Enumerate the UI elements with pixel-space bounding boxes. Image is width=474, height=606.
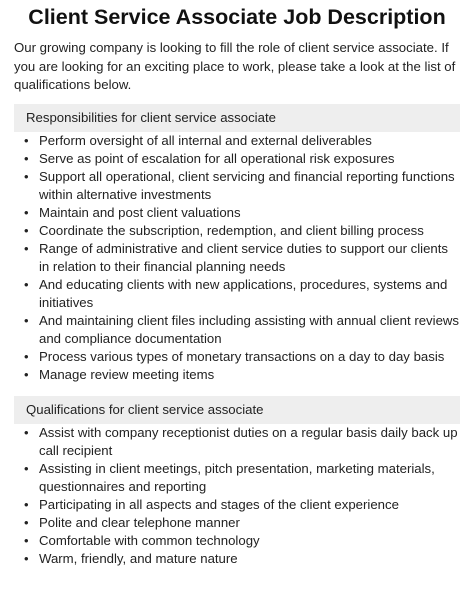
list-item: • Participating in all aspects and stages of the client experience: [24, 496, 399, 512]
list-item: • Range of administrative and client service duties to support our clients in relation to their financial planning needs: [24, 240, 449, 274]
list-item: • And educating clients with new applications, procedures, systems and initiatives: [24, 276, 448, 310]
bullet-icon: •: [24, 222, 29, 238]
responsibilities-list: [14, 132, 460, 384]
qualifications-list: [14, 424, 460, 568]
bullet-icon: •: [24, 424, 29, 440]
bullet-icon: •: [24, 312, 29, 328]
bullet-icon: •: [24, 132, 29, 148]
bullet-icon: •: [24, 532, 29, 548]
list-item: • Maintain and post client valuations: [24, 204, 241, 220]
list-item: • Warm, friendly, and mature nature: [24, 550, 238, 566]
list-item: • Assist with company receptionist duties on a regular basis daily back up call recipient: [24, 424, 458, 458]
bullet-icon: •: [24, 276, 29, 292]
intro-paragraph: Our growing company is looking to fill the role of client service associate. If you are looking for an exciting place to work, please take a look at the list of qualifications below.: [14, 40, 456, 92]
list-item: • Perform oversight of all internal and external deliverables: [24, 132, 372, 148]
bullet-icon: •: [24, 168, 29, 184]
page-title: Client Service Associate Job Description: [28, 5, 446, 29]
list-item: • Manage review meeting items: [24, 366, 215, 382]
bullet-icon: •: [24, 514, 29, 530]
bullet-icon: •: [24, 348, 29, 364]
list-item: • Assisting in client meetings, pitch presentation, marketing materials, questionnaires and reporting: [24, 460, 435, 494]
list-item: • Comfortable with common technology: [24, 532, 260, 548]
list-item: • Process various types of monetary transactions on a day to day basis: [24, 348, 445, 364]
qualifications-header: Qualifications for client service associate: [14, 396, 460, 424]
bullet-icon: •: [24, 150, 29, 166]
list-item: • Coordinate the subscription, redemption, and client billing process: [24, 222, 424, 238]
list-item: • Polite and clear telephone manner: [24, 514, 240, 530]
list-item: • Serve as point of escalation for all operational risk exposures: [24, 150, 395, 166]
bullet-icon: •: [24, 366, 29, 382]
bullet-icon: •: [24, 204, 29, 220]
list-item: • Support all operational, client servicing and financial reporting functions within alternative investments: [24, 168, 455, 202]
bullet-icon: •: [24, 240, 29, 256]
bullet-icon: •: [24, 460, 29, 476]
list-item: • And maintaining client files including assisting with annual client reviews and compliance documentation: [24, 312, 460, 346]
bullet-icon: •: [24, 550, 29, 566]
bullet-icon: •: [24, 496, 29, 512]
responsibilities-header: Responsibilities for client service associate: [14, 104, 460, 132]
